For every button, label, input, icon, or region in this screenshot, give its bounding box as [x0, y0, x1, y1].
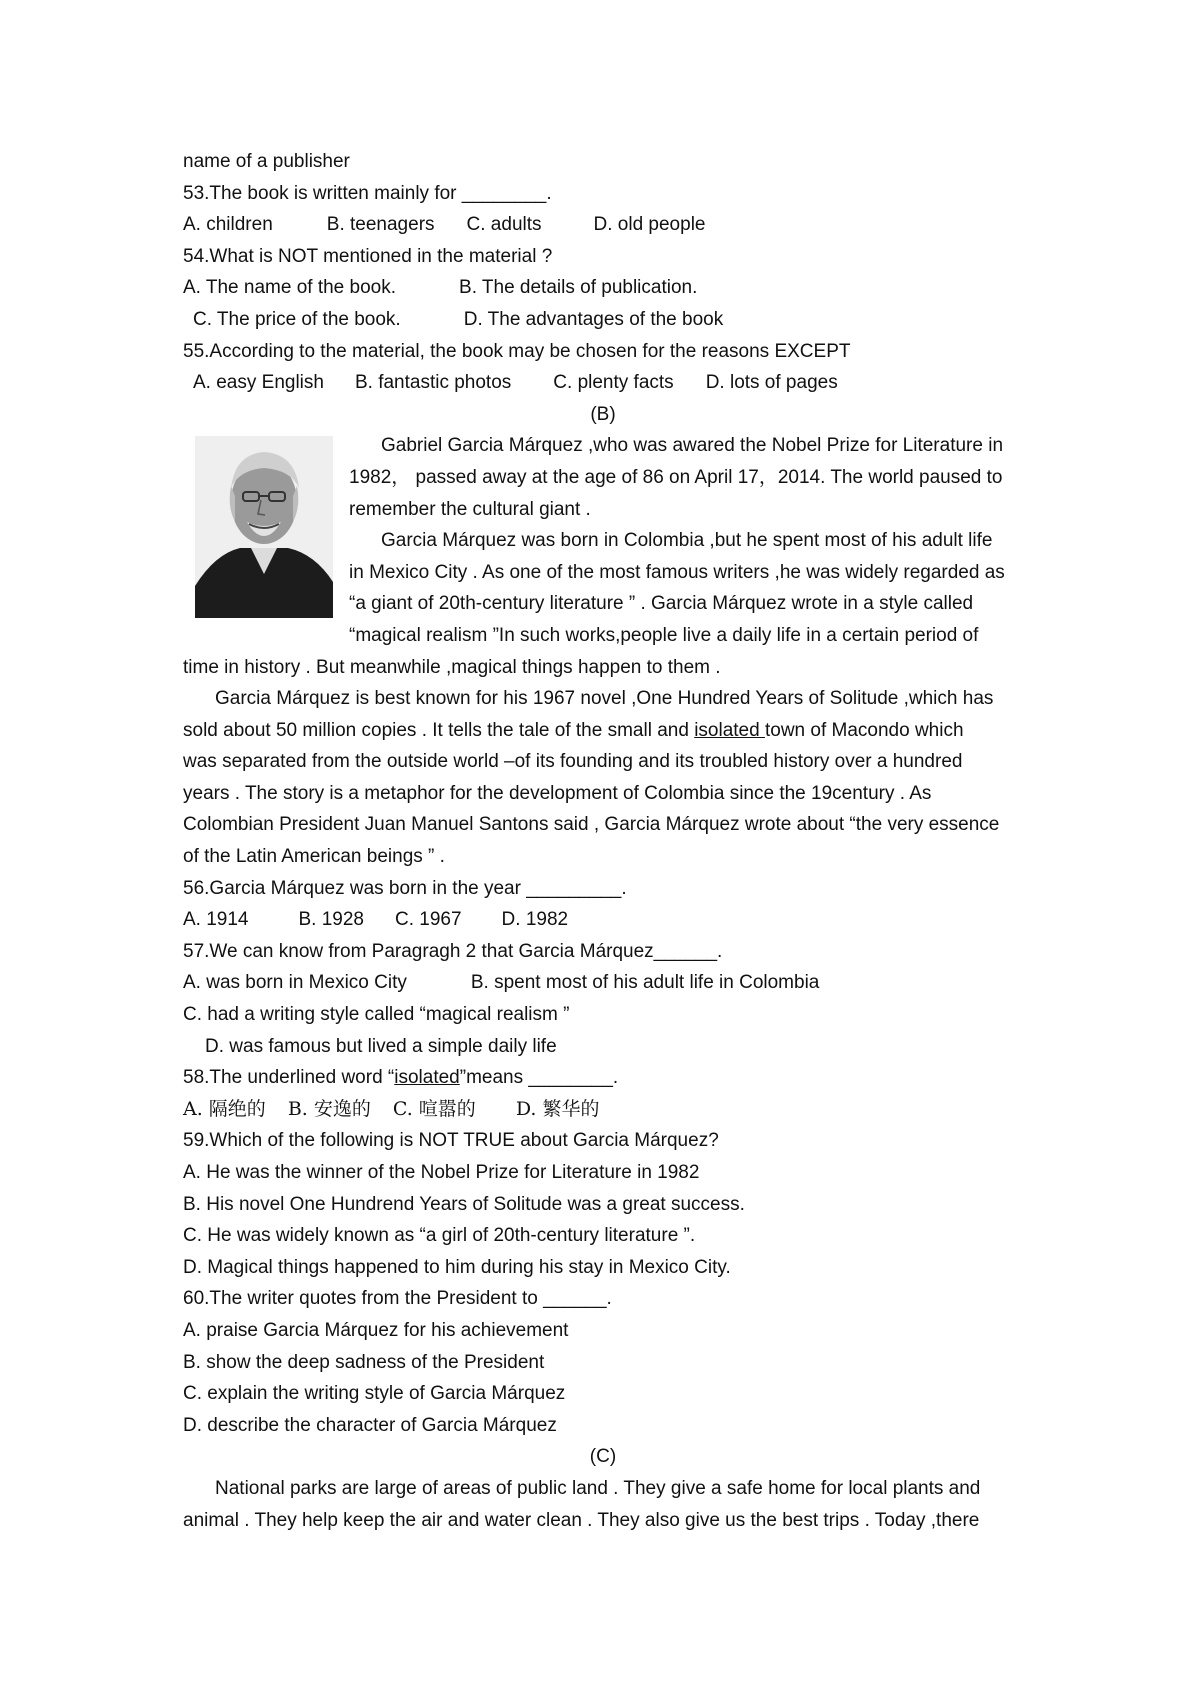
text-line: in Mexico City . As one of the most famous writers ,he was widely regarded as — [349, 561, 1005, 583]
portrait-image — [195, 436, 333, 618]
question-57: 57.We can know from Paragragh 2 that Garcia Márquez______. — [183, 940, 723, 962]
option-c: C. plenty facts — [553, 372, 674, 394]
option-d: D. Magical things happened to him during his stay in Mexico City. — [183, 1256, 731, 1278]
text-line — [183, 715, 1023, 747]
bio-paragraph-end: time in history . But meanwhile ,magical things happen to them . — [183, 656, 721, 678]
text-line: 54.What is NOT mentioned in the material ? — [183, 245, 553, 267]
underlined-word: isolated — [394, 1067, 460, 1089]
option-b: D. The advantages of the book — [463, 308, 724, 330]
option-b: B. His novel One Hundrend Years of Solitude was a great success. — [183, 1193, 745, 1215]
bio-paragraph-novel — [183, 683, 1023, 873]
portrait-photo — [183, 430, 349, 620]
option-c: C. He was widely known as “a girl of 20th-century literature ”. — [183, 1225, 696, 1247]
option-a: A. was born in Mexico City — [183, 972, 407, 994]
text-line: 55.According to the material, the book may be chosen for the reasons EXCEPT — [183, 340, 851, 362]
text-line: “magical realism ”In such works,people live a daily life in a certain period of — [349, 624, 979, 646]
option-b: B. The details of publication. — [459, 277, 698, 299]
question-56: 56.Garcia Márquez was born in the year _________. — [183, 877, 627, 899]
option-a: A. He was the winner of the Nobel Prize for Literature in 1982 — [183, 1162, 700, 1183]
bio-intro-text — [349, 430, 1023, 651]
section-b-heading: (B) — [590, 403, 616, 425]
text-line: of the Latin American beings ” . — [183, 846, 445, 868]
option-a: A. 隔绝的 — [183, 1097, 266, 1120]
text-line: Garcia Márquez is best known for his 1967 novel ,One Hundred Years of Solitude ,which has — [215, 688, 994, 710]
text-line: “a giant of 20th-century literature ” . Garcia Márquez wrote in a style called — [349, 593, 974, 615]
option-d: D. describe the character of Garcia Márquez — [183, 1414, 557, 1436]
text-line: National parks are large of areas of public land . They give a safe home for local plants and — [215, 1477, 981, 1499]
question-58 — [183, 1062, 1023, 1094]
option-a: A. easy English — [193, 372, 324, 394]
option-d: D. 1982 — [501, 909, 569, 931]
option-b: B. 1928 — [298, 909, 364, 931]
option-b: B. show the deep sadness of the President — [183, 1351, 545, 1373]
option-d: D. was famous but lived a simple daily life — [205, 1035, 557, 1057]
section-c-heading: (C) — [589, 1446, 617, 1468]
bio-intro-with-photo — [183, 430, 1023, 651]
option-a: A. praise Garcia Márquez for his achievement — [183, 1319, 569, 1341]
options-row — [183, 272, 1023, 304]
text-line: was separated from the outside world –of its founding and its troubled history over a hundred — [183, 751, 963, 773]
option-a: C. The price of the book. — [193, 308, 401, 330]
text-line: years . The story is a metaphor for the development of Colombia since the 19century . As — [183, 782, 932, 804]
text-line: name of a publisher — [183, 151, 350, 172]
question-60: 60.The writer quotes from the President to ______. — [183, 1288, 612, 1310]
text-line: remember the cultural giant . — [349, 498, 591, 520]
question-57-options-ab — [183, 967, 1023, 999]
option-b: B. teenagers — [326, 214, 435, 236]
document-content — [183, 146, 1023, 1536]
option-b: B. 安逸的 — [287, 1097, 371, 1120]
text-segment: 58.The underlined word “ — [183, 1067, 395, 1089]
text-line: Gabriel Garcia Márquez ,who was awared the Nobel Prize for Literature in — [381, 435, 1004, 457]
text-line: Garcia Márquez was born in Colombia ,but he spent most of his adult life — [381, 530, 993, 552]
text-segment: town of Macondo which — [764, 719, 964, 741]
text-line: animal . They help keep the air and water clean . They also give us the best trips . Today ,there — [183, 1509, 980, 1531]
option-c: C. adults — [466, 214, 542, 236]
option-d: D. lots of pages — [705, 372, 838, 394]
text-line: 1982， passed away at the age of 86 on April 17，2014. The world paused to — [349, 466, 1003, 488]
option-a: A. The name of the book. — [183, 277, 397, 299]
option-b: B. spent most of his adult life in Colombia — [470, 972, 820, 994]
option-c: C. 喧嚣的 — [392, 1097, 476, 1120]
text-line: 53.The book is written mainly for ________. — [183, 182, 552, 204]
question-58-options — [183, 1094, 1023, 1126]
option-a: A. children — [183, 214, 273, 236]
options-row — [183, 209, 1023, 241]
text-segment: sold about 50 million copies . It tells the tale of the small and — [183, 719, 695, 741]
text-line: Colombian President Juan Manuel Santons said , Garcia Márquez wrote about “the very essence — [183, 814, 1000, 836]
option-d: D. old people — [593, 214, 706, 236]
options-row — [183, 367, 1023, 399]
underlined-word: isolated — [694, 719, 765, 741]
option-c: C. had a writing style called “magical realism ” — [183, 1004, 570, 1026]
question-59: 59.Which of the following is NOT TRUE about Garcia Márquez? — [183, 1130, 719, 1152]
reading-a-questions — [183, 146, 1023, 399]
option-a: A. 1914 — [183, 909, 249, 931]
question-56-options — [183, 904, 1023, 936]
options-row — [183, 304, 1023, 336]
option-c: C. explain the writing style of Garcia Márquez — [183, 1383, 566, 1405]
option-d: D. 繁华的 — [515, 1097, 600, 1120]
text-segment: ”means ________. — [459, 1067, 619, 1089]
option-c: C. 1967 — [395, 909, 462, 931]
option-b: B. fantastic photos — [354, 372, 512, 394]
